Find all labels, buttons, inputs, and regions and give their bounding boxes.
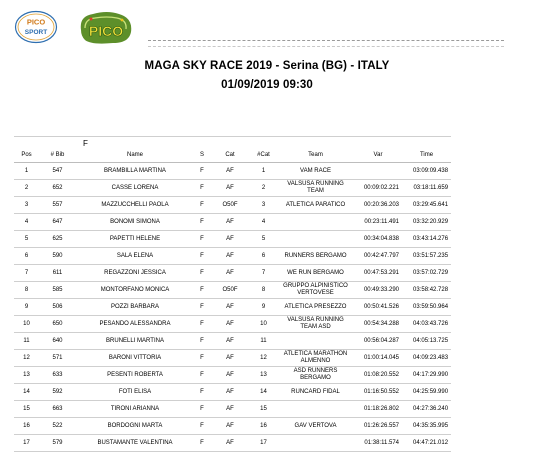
pos-cell: 9 <box>14 299 39 316</box>
cat-rank-cell: 1 <box>250 163 277 180</box>
table-row <box>14 435 451 452</box>
pos-cell: 10 <box>14 316 39 333</box>
pos-cell: 3 <box>14 197 39 214</box>
sex-cell: F <box>194 316 210 333</box>
team-cell: GRUPPO ALPINISTICO VERTOVESE <box>277 282 354 299</box>
sex-cell: F <box>194 418 210 435</box>
team-cell: VALSUSA RUNNING TEAM <box>277 180 354 197</box>
var-cell: 00:47:53.291 <box>354 265 402 282</box>
logo-text-top: PICO <box>26 17 46 27</box>
race-datetime: 01/09/2019 09:30 <box>221 79 313 91</box>
time-cell: 04:27:36.240 <box>402 401 451 418</box>
team-cell: VAM RACE <box>277 163 354 180</box>
var-cell: 00:34:04.838 <box>354 231 402 248</box>
sex-cell: F <box>194 401 210 418</box>
var-cell: 00:23:11.491 <box>354 214 402 231</box>
col-header-cat-rank: #Cat <box>250 149 277 163</box>
pos-cell: 12 <box>14 350 39 367</box>
var-cell: 00:42:47.797 <box>354 248 402 265</box>
sex-cell: F <box>194 197 210 214</box>
var-cell: 01:26:26.557 <box>354 418 402 435</box>
sex-cell: F <box>194 248 210 265</box>
var-cell: 00:54:34.288 <box>354 316 402 333</box>
var-cell: 00:50:41.526 <box>354 299 402 316</box>
bib-cell: 650 <box>39 316 76 333</box>
cat-rank-cell: 17 <box>250 435 277 452</box>
cat-rank-cell: 6 <box>250 248 277 265</box>
col-header-cat: Cat <box>210 149 250 163</box>
bib-cell: 571 <box>39 350 76 367</box>
var-cell: 00:49:33.290 <box>354 282 402 299</box>
sex-cell: F <box>194 350 210 367</box>
time-cell: 03:58:42.728 <box>402 282 451 299</box>
name-cell: PAPETTI HELENE <box>76 231 194 248</box>
cat-cell: O50F <box>210 197 250 214</box>
table-row <box>14 163 451 180</box>
cat-cell: AF <box>210 180 250 197</box>
cat-rank-cell: 15 <box>250 401 277 418</box>
col-header-sex: S <box>194 149 210 163</box>
team-cell: ATLETICA PARATICO <box>277 197 354 214</box>
cat-rank-cell: 4 <box>250 214 277 231</box>
time-cell: 03:18:11.659 <box>402 180 451 197</box>
time-cell: 04:05:13.725 <box>402 333 451 350</box>
bib-cell: 652 <box>39 180 76 197</box>
table-row <box>14 282 451 299</box>
table-row <box>14 265 451 282</box>
name-cell: BRUNELLI MARTINA <box>76 333 194 350</box>
time-cell: 03:29:45.641 <box>402 197 451 214</box>
cat-rank-cell: 11 <box>250 333 277 350</box>
cat-cell: AF <box>210 418 250 435</box>
table-row <box>14 248 451 265</box>
cat-rank-cell: 8 <box>250 282 277 299</box>
bib-cell: 592 <box>39 384 76 401</box>
var-cell: 01:38:11.574 <box>354 435 402 452</box>
bib-cell: 506 <box>39 299 76 316</box>
team-cell: WE RUN BERGAMO <box>277 265 354 282</box>
bib-cell: 590 <box>39 248 76 265</box>
pos-cell: 5 <box>14 231 39 248</box>
team-cell <box>277 435 354 452</box>
cat-cell: AF <box>210 299 250 316</box>
sex-cell: F <box>194 299 210 316</box>
cat-cell: AF <box>210 435 250 452</box>
time-cell: 03:57:02.729 <box>402 265 451 282</box>
cat-cell: AF <box>210 384 250 401</box>
bib-cell: 625 <box>39 231 76 248</box>
col-header-var: Var <box>354 149 402 163</box>
var-cell <box>354 163 402 180</box>
cat-rank-cell: 12 <box>250 350 277 367</box>
name-cell: FOTI ELISA <box>76 384 194 401</box>
cat-cell: AF <box>210 163 250 180</box>
team-cell: ATLETICA PRESEZZO <box>277 299 354 316</box>
table-row <box>14 333 451 350</box>
pos-cell: 11 <box>14 333 39 350</box>
name-cell: TIRONI ARIANNA <box>76 401 194 418</box>
team-cell: ASD RUNNERS BERGAMO <box>277 367 354 384</box>
team-cell: GAV VERTOVA <box>277 418 354 435</box>
pos-cell: 8 <box>14 282 39 299</box>
sex-cell: F <box>194 265 210 282</box>
col-header-pos: Pos <box>14 149 39 163</box>
sex-cell: F <box>194 282 210 299</box>
name-cell: CASSE LORENA <box>76 180 194 197</box>
cat-rank-cell: 9 <box>250 299 277 316</box>
cat-cell: AF <box>210 316 250 333</box>
results-table <box>14 136 451 452</box>
team-cell <box>277 401 354 418</box>
time-cell: 03:43:14.276 <box>402 231 451 248</box>
team-cell: RUNCARD FIDAL <box>277 384 354 401</box>
team-cell: ATLETICA MARATHON ALMENNO <box>277 350 354 367</box>
table-row <box>14 384 451 401</box>
cat-cell: AF <box>210 333 250 350</box>
sex-cell: F <box>194 180 210 197</box>
table-row <box>14 197 451 214</box>
name-cell: REGAZZONI JESSICA <box>76 265 194 282</box>
logo2-text: PICO <box>88 23 124 39</box>
sex-cell: F <box>194 231 210 248</box>
team-cell <box>277 231 354 248</box>
sex-cell: F <box>194 384 210 401</box>
table-row <box>14 299 451 316</box>
results-body <box>14 163 451 452</box>
cat-rank-cell: 10 <box>250 316 277 333</box>
pos-cell: 15 <box>14 401 39 418</box>
var-cell: 01:08:20.552 <box>354 367 402 384</box>
bib-cell: 579 <box>39 435 76 452</box>
bib-cell: 585 <box>39 282 76 299</box>
team-cell <box>277 333 354 350</box>
time-cell: 03:32:20.929 <box>402 214 451 231</box>
col-header-time: Time <box>402 149 451 163</box>
bib-cell: 522 <box>39 418 76 435</box>
name-cell: POZZI BARBARA <box>76 299 194 316</box>
cat-cell: AF <box>210 231 250 248</box>
group-header: F <box>14 137 451 150</box>
team-cell <box>277 214 354 231</box>
pico-logo <box>77 10 135 46</box>
table-row <box>14 214 451 231</box>
pos-cell: 6 <box>14 248 39 265</box>
pos-cell: 1 <box>14 163 39 180</box>
name-cell: BRAMBILLA MARTINA <box>76 163 194 180</box>
var-cell: 00:20:36.203 <box>354 197 402 214</box>
bib-cell: 663 <box>39 401 76 418</box>
cat-cell: AF <box>210 265 250 282</box>
name-cell: BONOMI SIMONA <box>76 214 194 231</box>
name-cell: MONTORFANO MONICA <box>76 282 194 299</box>
page-title: MAGA SKY RACE 2019 - Serina (BG) - ITALY <box>144 60 390 72</box>
col-header-bib: # Bib <box>39 149 76 163</box>
bib-cell: 611 <box>39 265 76 282</box>
table-row <box>14 180 451 197</box>
cat-cell: AF <box>210 401 250 418</box>
pico-sport-logo <box>14 10 58 44</box>
pos-cell: 13 <box>14 367 39 384</box>
cat-rank-cell: 5 <box>250 231 277 248</box>
table-row <box>14 316 451 333</box>
sex-cell: F <box>194 333 210 350</box>
table-row <box>14 401 451 418</box>
time-cell: 03:09:09.438 <box>402 163 451 180</box>
logo-text-bottom: SPORT <box>24 29 48 36</box>
cat-cell: AF <box>210 214 250 231</box>
time-cell: 04:09:23.483 <box>402 350 451 367</box>
col-header-team: Team <box>277 149 354 163</box>
cat-cell: AF <box>210 367 250 384</box>
var-cell: 00:56:04.287 <box>354 333 402 350</box>
pos-cell: 2 <box>14 180 39 197</box>
bib-cell: 557 <box>39 197 76 214</box>
var-cell: 00:09:02.221 <box>354 180 402 197</box>
bib-cell: 647 <box>39 214 76 231</box>
pos-cell: 4 <box>14 214 39 231</box>
sex-cell: F <box>194 163 210 180</box>
table-row <box>14 367 451 384</box>
cat-cell: O50F <box>210 282 250 299</box>
sex-cell: F <box>194 435 210 452</box>
cat-rank-cell: 7 <box>250 265 277 282</box>
var-cell: 01:16:50.552 <box>354 384 402 401</box>
time-cell: 04:03:43.726 <box>402 316 451 333</box>
name-cell: BUSTAMANTE VALENTINA <box>76 435 194 452</box>
name-cell: BARONI VITTORIA <box>76 350 194 367</box>
name-cell: PESENTI ROBERTA <box>76 367 194 384</box>
var-cell: 01:18:26.802 <box>354 401 402 418</box>
header-divider <box>148 40 504 47</box>
var-cell: 01:00:14.045 <box>354 350 402 367</box>
table-row <box>14 418 451 435</box>
time-cell: 04:47:21.012 <box>402 435 451 452</box>
time-cell: 03:51:57.235 <box>402 248 451 265</box>
cat-rank-cell: 14 <box>250 384 277 401</box>
cat-rank-cell: 3 <box>250 197 277 214</box>
cat-cell: AF <box>210 350 250 367</box>
table-row <box>14 350 451 367</box>
bib-cell: 633 <box>39 367 76 384</box>
time-cell: 04:25:59.990 <box>402 384 451 401</box>
column-header-row <box>14 149 451 163</box>
sex-cell: F <box>194 367 210 384</box>
cat-cell: AF <box>210 248 250 265</box>
time-cell: 04:17:29.990 <box>402 367 451 384</box>
bib-cell: 547 <box>39 163 76 180</box>
pos-cell: 16 <box>14 418 39 435</box>
team-cell: VALSUSA RUNNING TEAM ASD <box>277 316 354 333</box>
pos-cell: 17 <box>14 435 39 452</box>
name-cell: SALA ELENA <box>76 248 194 265</box>
team-cell: RUNNERS BERGAMO <box>277 248 354 265</box>
pos-cell: 7 <box>14 265 39 282</box>
sex-cell: F <box>194 214 210 231</box>
pos-cell: 14 <box>14 384 39 401</box>
table-row <box>14 231 451 248</box>
name-cell: PESANDO ALESSANDRA <box>76 316 194 333</box>
col-header-name: Name <box>76 149 194 163</box>
time-cell: 03:59:50.964 <box>402 299 451 316</box>
bib-cell: 640 <box>39 333 76 350</box>
cat-rank-cell: 16 <box>250 418 277 435</box>
name-cell: BORDOGNI MARTA <box>76 418 194 435</box>
time-cell: 04:35:35.995 <box>402 418 451 435</box>
cat-rank-cell: 2 <box>250 180 277 197</box>
name-cell: MAZZUCCHELLI PAOLA <box>76 197 194 214</box>
cat-rank-cell: 13 <box>250 367 277 384</box>
